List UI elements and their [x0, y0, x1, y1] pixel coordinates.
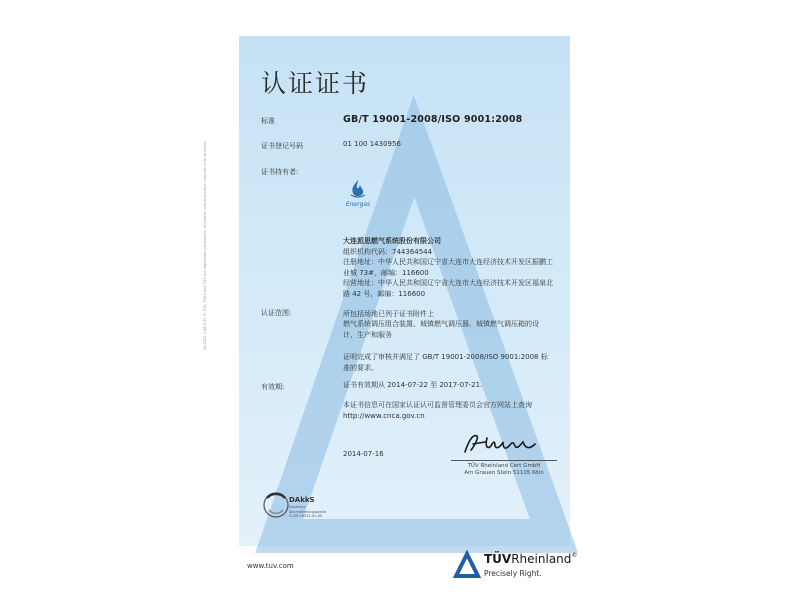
dakks-name: DAkkS	[289, 496, 315, 504]
flame-icon	[347, 178, 369, 200]
dakks-sub-line-1: Deutsche	[289, 505, 306, 509]
registration-label: 证书登记号码	[261, 142, 303, 150]
energas-logo	[343, 178, 373, 208]
validity-value: 证书有效期从 2014-07-22 至 2017-07-21.	[343, 381, 483, 389]
validity-label: 有效期:	[261, 383, 285, 391]
footer-url[interactable]: www.tuv.com	[247, 562, 294, 570]
registration-value: 01 100 1430956	[343, 140, 401, 148]
verification-info	[343, 400, 548, 422]
certificate	[239, 36, 578, 586]
tuv-slogan: Precisely Right.	[484, 569, 542, 578]
holder-org-code: 组织机构代码：744364544	[343, 247, 433, 256]
verification-url[interactable]: http://www.cnca.gov.cn	[343, 412, 425, 420]
dakks-sub-line-2: Akkreditierungsstelle	[289, 509, 327, 514]
side-note: 10/2011 4-68 E 44 ® TÜV, TUEV and TUV are registered trademarks. Utilisation and application requires prior approval.	[203, 140, 207, 350]
issue-date: 2014-07-16	[343, 450, 384, 458]
dakks-subtitle	[289, 505, 326, 519]
holder-business-address-cont: 路 42 号，邮编：116600	[343, 289, 426, 298]
tuv-rheinland-logo	[454, 552, 578, 584]
holder-business-address: 经营地址：中华人民共和国辽宁省大连市大连经济技术开发区福泉北	[343, 279, 553, 287]
energas-logo-text: Energas	[345, 201, 371, 208]
scope-value: 燃气系统调压组合装置、城镇燃气调压器、城镇燃气调压箱的设计、生产和服务	[343, 320, 539, 339]
signature-line	[451, 460, 557, 461]
dakks-logo	[261, 488, 346, 524]
certificate-title: 认证证书	[261, 69, 370, 98]
proof-statement: 证明完成了审核并满足了 GB/T 19001-2008/ISO 9001:2008 标准的要求。	[343, 353, 548, 372]
tuv-brand-suffix: Rheinland	[511, 552, 572, 566]
holder-label: 证书持有者:	[261, 168, 299, 176]
signer-address: Am Grauen Stein 51105 Köln	[464, 470, 544, 476]
signature-icon	[459, 428, 539, 458]
dakks-emblem-icon	[261, 488, 291, 522]
holder-registered-address: 注册地址：中华人民共和国辽宁省大连市大连经济技术开发区振鹏工	[343, 258, 553, 266]
standard-label: 标准	[261, 117, 275, 125]
scope-label: 认证范围:	[261, 309, 292, 317]
holder-spacer	[343, 299, 553, 309]
holder-sites-note: 所包括场地已列于证书附件上	[343, 310, 434, 318]
holder-details	[343, 236, 553, 320]
holder-registered-address-cont: 业城 73#，邮编：116600	[343, 268, 429, 277]
signer-org: TÜV Rheinland Cert GmbH	[467, 463, 541, 469]
tuv-brand: TÜVRheinland®	[484, 552, 578, 566]
dakks-sub-line-3: D-ZM-16031-01-00	[289, 514, 323, 518]
holder-company: 大连派思燃气系统股份有限公司	[343, 237, 441, 245]
tuv-triangle-icon	[454, 552, 480, 578]
standard-value: GB/T 19001-2008/ISO 9001:2008	[343, 114, 523, 125]
tuv-brand-prefix: TÜV	[484, 552, 512, 566]
signer-info	[451, 463, 557, 477]
verification-text: 本证书信息可在国家认证认可监督管理委员会官方网站上查询	[343, 401, 532, 409]
